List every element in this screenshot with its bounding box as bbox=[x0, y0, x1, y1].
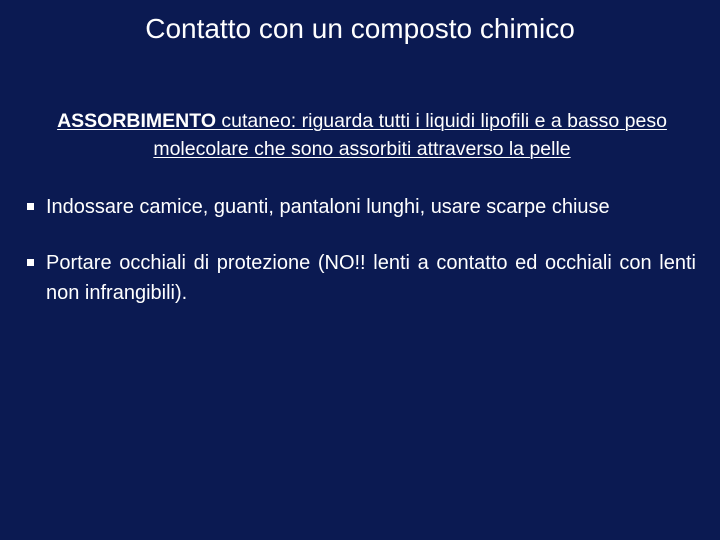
bullet-item bbox=[24, 248, 696, 308]
bullet-item bbox=[24, 192, 696, 222]
intro-description: cutaneo: riguarda tutti i liquidi lipofili e a basso peso molecolare che sono assorbiti attraverso la pelle bbox=[153, 110, 667, 160]
bullet-text: Portare occhiali di protezione (NO!! lenti a contatto ed occhiali con lenti non infrangibili). bbox=[46, 252, 696, 304]
slide-title: Contatto con un composto chimico bbox=[145, 13, 575, 44]
intro-text bbox=[36, 107, 688, 163]
intro-keyword: ASSORBIMENTO bbox=[57, 110, 216, 132]
bullet-text: Indossare camice, guanti, pantaloni lunghi, usare scarpe chiuse bbox=[46, 196, 610, 218]
bullet-list bbox=[24, 192, 696, 334]
square-bullet-icon bbox=[27, 203, 34, 210]
square-bullet-icon bbox=[27, 259, 34, 266]
